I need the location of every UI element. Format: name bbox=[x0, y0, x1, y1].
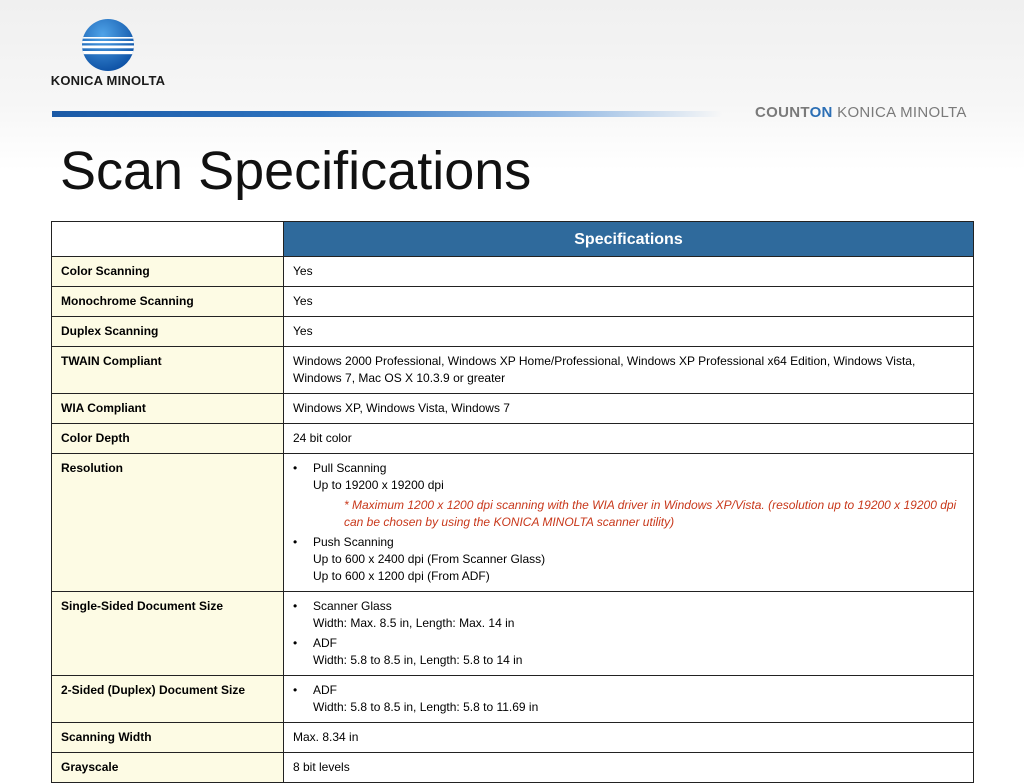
row-value: Windows XP, Windows Vista, Windows 7 bbox=[284, 394, 974, 424]
table-header-row bbox=[52, 222, 974, 257]
scanner-glass-title: Scanner Glass bbox=[313, 599, 392, 613]
adf-title: ADF bbox=[313, 636, 337, 650]
list-item bbox=[293, 598, 965, 632]
list-item bbox=[293, 460, 965, 531]
push-scanning-title: Push Scanning bbox=[313, 535, 394, 549]
push-scanning-glass: Up to 600 x 2400 dpi (From Scanner Glass) bbox=[313, 552, 546, 566]
count-on-count: COUNT bbox=[755, 104, 810, 121]
row-value: 8 bit levels bbox=[284, 753, 974, 783]
wia-note: * Maximum 1200 x 1200 dpi scanning with the WIA driver in Windows XP/Vista. (resolution up to 19200 x 19200 dpi can be chosen by using the KONICA MINOLTA scanner utility) bbox=[344, 498, 957, 529]
count-on-logo bbox=[755, 104, 967, 121]
row-label: Color Scanning bbox=[52, 257, 284, 287]
table-row bbox=[52, 676, 974, 723]
list-item bbox=[293, 682, 965, 716]
list-item bbox=[293, 534, 965, 585]
duplex-list bbox=[293, 682, 965, 716]
duplex-value bbox=[284, 676, 974, 723]
duplex-adf-title: ADF bbox=[313, 683, 337, 697]
single-sided-list bbox=[293, 598, 965, 669]
row-label: Single-Sided Document Size bbox=[52, 592, 284, 676]
adf-value: Width: 5.8 to 8.5 in, Length: 5.8 to 14 in bbox=[313, 653, 523, 667]
count-on-brand: KONICA MINOLTA bbox=[837, 104, 967, 121]
resolution-list bbox=[293, 460, 965, 585]
pull-scanning-title: Pull Scanning bbox=[313, 461, 387, 475]
row-label: Color Depth bbox=[52, 424, 284, 454]
row-label: Scanning Width bbox=[52, 723, 284, 753]
page-title: Scan Specifications bbox=[60, 141, 532, 201]
row-label: Grayscale bbox=[52, 753, 284, 783]
konica-minolta-logo bbox=[50, 18, 166, 88]
row-value: Yes bbox=[284, 317, 974, 347]
scanner-glass-value: Width: Max. 8.5 in, Length: Max. 14 in bbox=[313, 616, 515, 630]
table-row bbox=[52, 394, 974, 424]
header-rule bbox=[52, 111, 722, 117]
push-scanning-adf: Up to 600 x 1200 dpi (From ADF) bbox=[313, 569, 490, 583]
count-on-on: ON bbox=[809, 104, 833, 121]
single-sided-value bbox=[284, 592, 974, 676]
row-value: Windows 2000 Professional, Windows XP Home/Professional, Windows XP Professional x64 Edition, Windows Vista, Windows 7, Mac OS X 10.3.9 or greater bbox=[284, 347, 974, 394]
row-label: Resolution bbox=[52, 454, 284, 592]
header-specifications-cell: Specifications bbox=[284, 222, 974, 257]
table-row bbox=[52, 592, 974, 676]
table-row bbox=[52, 347, 974, 394]
table-row bbox=[52, 454, 974, 592]
logo-text: KONICA MINOLTA bbox=[50, 73, 166, 88]
resolution-value bbox=[284, 454, 974, 592]
table-row bbox=[52, 257, 974, 287]
table-row bbox=[52, 317, 974, 347]
row-value: Yes bbox=[284, 287, 974, 317]
row-label: WIA Compliant bbox=[52, 394, 284, 424]
row-label: 2-Sided (Duplex) Document Size bbox=[52, 676, 284, 723]
table-row bbox=[52, 723, 974, 753]
globe-logo-icon bbox=[81, 18, 135, 72]
row-value: 24 bit color bbox=[284, 424, 974, 454]
row-label: Duplex Scanning bbox=[52, 317, 284, 347]
row-label: Monochrome Scanning bbox=[52, 287, 284, 317]
table-row bbox=[52, 424, 974, 454]
row-value: Yes bbox=[284, 257, 974, 287]
pull-scanning-value: Up to 19200 x 19200 dpi bbox=[313, 478, 444, 492]
row-label: TWAIN Compliant bbox=[52, 347, 284, 394]
duplex-adf-value: Width: 5.8 to 8.5 in, Length: 5.8 to 11.69 in bbox=[313, 700, 539, 714]
list-item bbox=[293, 635, 965, 669]
table-row bbox=[52, 287, 974, 317]
header-empty-cell bbox=[52, 222, 284, 257]
row-value: Max. 8.34 in bbox=[284, 723, 974, 753]
spec-table bbox=[51, 221, 974, 783]
